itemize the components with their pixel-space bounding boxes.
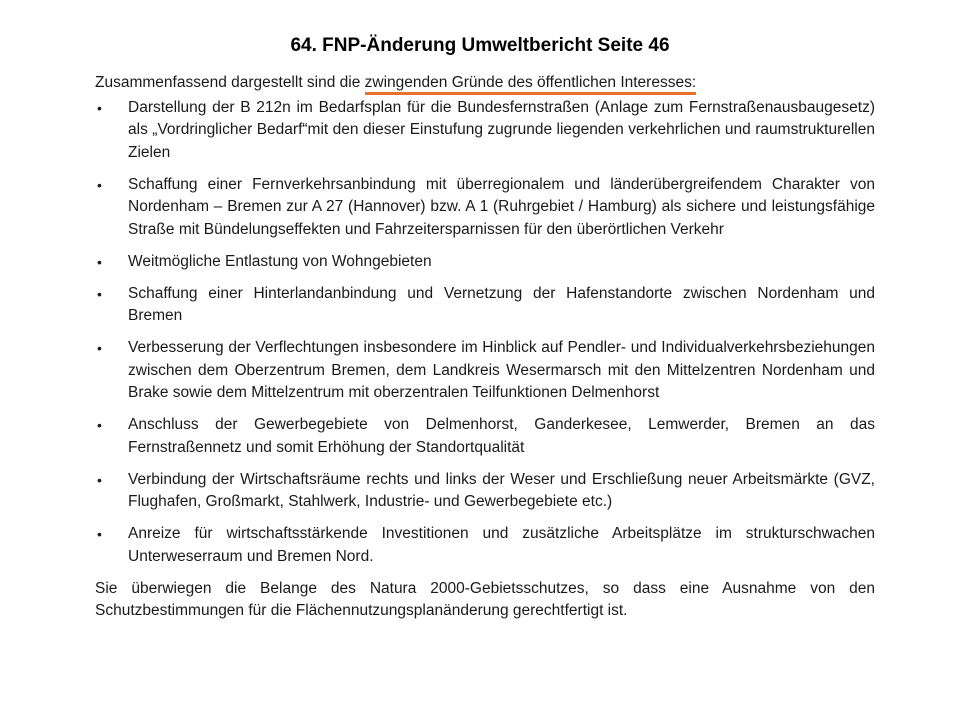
list-item-text: Schaffung einer Fernverkehrsanbindung mit überregionalem und länderübergreifendem Charakter von Nordenham – Bremen zur A 27 (Hannover) bzw. A 1 (Ruhrgebiet / Hamburg) als sichere und leistungsfähige Straße mit Bündelungseffekten und Fahrzeitersparnissen für den überörtlichen Verkehr: [128, 175, 875, 238]
conclusion-paragraph: Sie überwiegen die Belange des Natura 2000-Gebietsschutzes, so dass eine Ausnahme von den Schutzbestimmungen für die Flächennutzungsplanänderung gerechtfertigt ist.: [95, 579, 875, 619]
intro-sentence: [95, 72, 875, 95]
list-item-text: Schaffung einer Hinterlandanbindung und Vernetzung der Hafenstandorte zwischen Nordenham und Bremen: [128, 284, 875, 324]
bullet-icon: •: [97, 471, 102, 488]
intro-prefix: Zusammenfassend dargestellt sind die: [95, 74, 365, 91]
list-item: [95, 469, 875, 514]
list-item: [95, 251, 875, 274]
list-item-text: Anschluss der Gewerbegebiete von Delmenhorst, Ganderkesee, Lemwerder, Bremen an das Fernstraßennetz und somit Erhöhung der Standortqualität: [128, 416, 875, 456]
reasons-list: [95, 97, 875, 569]
list-item: [95, 414, 875, 459]
bullet-icon: •: [97, 253, 102, 270]
list-item-text: Anreize für wirtschaftsstärkende Investitionen und zusätzliche Arbeitsplätze im strukturschwachen Unterweserraum und Bremen Nord.: [128, 525, 875, 565]
bullet-icon: •: [97, 526, 102, 542]
list-item: [95, 174, 875, 242]
bullet-icon: •: [97, 99, 102, 116]
list-item-text: Darstellung der B 212n im Bedarfsplan für die Bundesfernstraßen (Anlage zum Fernstraßenausbaugesetz) als „Vordringlicher Bedarf“mit den dieser Einstufung zugrunde liegenden verkehrlichen und raumstrukturellen Zielen: [128, 98, 875, 161]
list-item: [95, 337, 875, 405]
list-item: [95, 283, 875, 328]
list-item-text: Weitmögliche Entlastung von Wohngebieten: [128, 252, 432, 270]
list-item: [95, 523, 875, 568]
bullet-icon: •: [97, 176, 102, 193]
bullet-icon: •: [97, 340, 102, 356]
bullet-icon: •: [97, 417, 102, 433]
list-item-text: Verbesserung der Verflechtungen insbesondere im Hinblick auf Pendler- und Individualverkehrsbeziehungen zwischen dem Oberzentrum Bremen, dem Landkreis Wesermarsch mit den Mittelzentren Nordenham und Brake sowie dem Mittelzentrum mit oberzentralen Teilfunktionen Delmenhorst: [128, 339, 875, 401]
scanned-document: [95, 72, 875, 623]
list-item: [95, 97, 875, 165]
bullet-icon: •: [97, 285, 102, 302]
intro-highlight-underlined: zwingenden Gründe des öffentlichen Interesses:: [365, 74, 696, 95]
list-item-text: Verbindung der Wirtschaftsräume rechts und links der Weser und Erschließung neuer Arbeitsmärkte (GVZ, Flughafen, Großmarkt, Stahlwerk, Industrie- und Gewerbegebiete etc.): [128, 470, 875, 510]
slide-title: 64. FNP-Änderung Umweltbericht Seite 46: [290, 35, 670, 56]
